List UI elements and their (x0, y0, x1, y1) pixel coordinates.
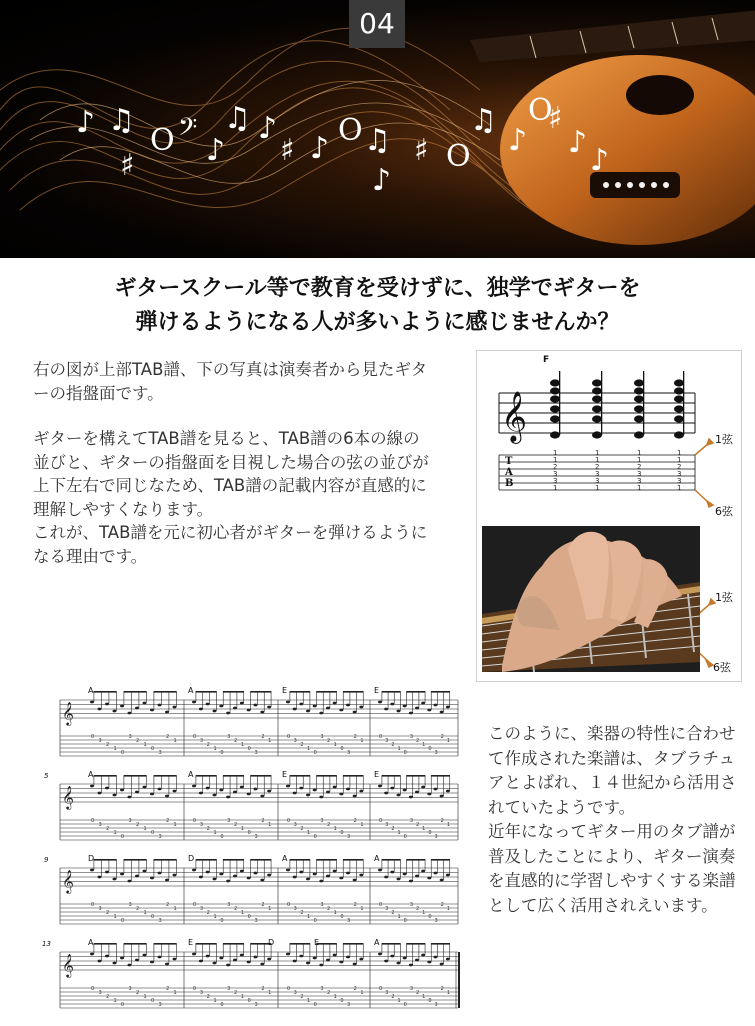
svg-text:2: 2 (416, 822, 420, 828)
headline-line-2: 弾けるようになる人が多いように感じませんか？ (135, 310, 620, 335)
svg-text:2: 2 (353, 818, 357, 824)
svg-text:3: 3 (293, 738, 297, 744)
svg-text:1: 1 (397, 746, 401, 752)
svg-text:0: 0 (313, 750, 317, 756)
svg-text:3: 3 (128, 818, 132, 824)
svg-text:2: 2 (416, 738, 420, 744)
svg-text:♯: ♯ (414, 133, 429, 168)
intro-paragraph-1: 右の図が上部TAB譜、下の写真は演奏者から見たギターの指盤面です。 (33, 360, 428, 403)
svg-text:2: 2 (106, 742, 110, 748)
svg-text:2: 2 (106, 826, 110, 832)
svg-text:0: 0 (193, 818, 197, 824)
svg-text:0: 0 (247, 914, 251, 920)
svg-text:3: 3 (385, 822, 389, 828)
svg-text:1: 1 (397, 998, 401, 1004)
svg-text:1: 1 (446, 990, 451, 996)
row1-chord-1: A (88, 686, 94, 695)
sheet-music-art (38, 682, 462, 1022)
svg-text:3: 3 (254, 750, 258, 756)
svg-text:0: 0 (340, 746, 344, 752)
svg-text:0: 0 (379, 734, 383, 740)
svg-text:3: 3 (409, 734, 414, 740)
svg-text:♪: ♪ (310, 131, 330, 166)
svg-text:1: 1 (422, 742, 426, 748)
row1-chord-3: E (282, 686, 288, 695)
svg-text:♯: ♯ (120, 148, 135, 183)
svg-text:♫: ♫ (470, 103, 497, 138)
svg-text:3: 3 (98, 990, 102, 996)
svg-text:0: 0 (313, 918, 317, 924)
svg-text:1: 1 (360, 906, 364, 912)
svg-text:2: 2 (206, 910, 210, 916)
svg-text:O: O (338, 113, 363, 148)
svg-text:3: 3 (320, 734, 324, 740)
svg-text:2: 2 (353, 902, 357, 908)
svg-text:3: 3 (199, 990, 204, 996)
svg-text:♪: ♪ (568, 125, 588, 160)
svg-text:2: 2 (440, 902, 444, 908)
svg-text:0: 0 (340, 998, 344, 1004)
svg-text:1: 1 (446, 738, 451, 744)
svg-text:2: 2 (261, 734, 265, 740)
svg-text:0: 0 (340, 830, 344, 836)
tab-column-3: 1 1 2 3 3 1 (637, 449, 642, 492)
svg-text:3: 3 (128, 986, 132, 992)
svg-text:3: 3 (227, 986, 231, 992)
svg-text:0: 0 (428, 914, 432, 920)
svg-text:0: 0 (220, 834, 224, 840)
svg-text:2: 2 (234, 738, 238, 744)
svg-text:3: 3 (98, 822, 102, 828)
svg-text:1: 1 (268, 906, 272, 912)
svg-text:1: 1 (397, 914, 401, 920)
svg-text:0: 0 (151, 746, 155, 752)
closing-paragraph-2: 近年になってギター用のタブ譜が普及したことにより、ギター演奏を直感的に学習しやすくする楽譜として広く活用されえいます。 (488, 822, 736, 915)
row4-chord-1: A (88, 938, 94, 947)
page-number: 04 (349, 0, 405, 48)
svg-text:♪: ♪ (372, 163, 392, 198)
svg-text:♪: ♪ (258, 111, 278, 146)
svg-text:2: 2 (166, 818, 170, 824)
row4-chord-3: D (268, 938, 275, 947)
svg-text:1: 1 (268, 822, 272, 828)
tab-letter-t: T (505, 456, 513, 467)
svg-text:1: 1 (213, 998, 217, 1004)
svg-text:♯: ♯ (548, 101, 563, 136)
svg-text:2: 2 (440, 818, 444, 824)
svg-text:0: 0 (151, 998, 155, 1004)
svg-text:1: 1 (173, 990, 177, 996)
svg-text:1: 1 (422, 826, 426, 832)
svg-text:1: 1 (333, 742, 337, 748)
svg-text:3: 3 (385, 990, 389, 996)
svg-text:2: 2 (166, 734, 170, 740)
svg-text:0: 0 (220, 1002, 224, 1008)
svg-text:𝄞: 𝄞 (62, 701, 74, 725)
svg-text:2: 2 (300, 994, 304, 1000)
svg-text:3: 3 (320, 902, 324, 908)
svg-text:3: 3 (98, 906, 102, 912)
row4-chord-4: E (314, 938, 320, 947)
string-1-label-top: 1弦 (715, 433, 733, 446)
chord-name: F (543, 355, 550, 365)
svg-text:1: 1 (173, 906, 177, 912)
svg-text:1: 1 (446, 822, 451, 828)
svg-text:1: 1 (143, 826, 147, 832)
svg-text:3: 3 (320, 818, 324, 824)
row4-chord-5: A (374, 938, 380, 947)
svg-text:1: 1 (113, 998, 117, 1004)
tab-column-4: 1 1 2 3 3 1 (677, 449, 682, 492)
svg-text:2: 2 (353, 986, 357, 992)
svg-text:𝄞: 𝄞 (62, 785, 74, 809)
svg-text:0: 0 (287, 986, 291, 992)
svg-text:3: 3 (158, 918, 162, 924)
svg-text:0: 0 (428, 998, 432, 1004)
svg-text:2: 2 (300, 742, 304, 748)
svg-text:2: 2 (440, 986, 444, 992)
svg-text:2: 2 (391, 994, 395, 1000)
row2-chord-2: A (188, 770, 194, 779)
svg-text:0: 0 (247, 998, 251, 1004)
svg-text:1: 1 (143, 742, 147, 748)
svg-text:2: 2 (166, 902, 170, 908)
svg-text:3: 3 (158, 750, 162, 756)
svg-text:1: 1 (360, 990, 364, 996)
svg-text:3: 3 (347, 918, 351, 924)
svg-text:3: 3 (158, 834, 162, 840)
svg-text:3: 3 (199, 822, 204, 828)
svg-text:3: 3 (293, 822, 297, 828)
svg-text:2: 2 (136, 990, 140, 996)
tab-letter-b: B (505, 478, 514, 489)
string-6-label-top: 6弦 (715, 505, 733, 518)
row4-chord-2: E (188, 938, 194, 947)
svg-text:1: 1 (422, 910, 426, 916)
string-6-label-bottom: 6弦 (713, 661, 731, 674)
svg-text:0: 0 (121, 834, 125, 840)
svg-text:3: 3 (254, 918, 258, 924)
svg-text:0: 0 (193, 902, 197, 908)
headline (0, 272, 755, 340)
svg-text:3: 3 (293, 990, 297, 996)
row3-measure-number: 9 (44, 856, 49, 864)
string-1-label-bottom: 1弦 (715, 591, 733, 604)
svg-text:3: 3 (434, 834, 438, 840)
svg-text:1: 1 (307, 830, 311, 836)
svg-text:2: 2 (327, 906, 331, 912)
svg-text:2: 2 (261, 986, 265, 992)
svg-text:3: 3 (385, 738, 389, 744)
svg-text:1: 1 (213, 830, 217, 836)
svg-text:3: 3 (347, 834, 351, 840)
svg-text:0: 0 (247, 746, 251, 752)
svg-text:1: 1 (143, 994, 147, 1000)
closing-paragraph-1: このように、楽器の特性に合わせて作成された楽譜は、タブラチュアとよばれ、１４世紀から活用されていたようです。 (488, 724, 737, 817)
svg-text:0: 0 (428, 746, 432, 752)
row3-chord-2: D (188, 854, 195, 863)
svg-text:0: 0 (91, 734, 95, 740)
svg-text:2: 2 (391, 742, 395, 748)
svg-text:1: 1 (446, 906, 451, 912)
row3-chord-4: A (374, 854, 380, 863)
svg-text:1: 1 (268, 738, 272, 744)
row2-chord-1: A (88, 770, 94, 779)
svg-text:2: 2 (136, 906, 140, 912)
svg-text:0: 0 (313, 1002, 317, 1008)
svg-text:2: 2 (234, 990, 238, 996)
svg-text:0: 0 (151, 914, 155, 920)
svg-text:𝄞: 𝄞 (62, 869, 74, 893)
row2-chord-3: E (282, 770, 288, 779)
row3-chord-3: A (282, 854, 288, 863)
svg-text:2: 2 (300, 826, 304, 832)
svg-text:1: 1 (333, 910, 337, 916)
svg-text:0: 0 (403, 834, 407, 840)
svg-text:1: 1 (143, 910, 147, 916)
tab-column-1: 1 1 2 3 3 1 (553, 449, 558, 492)
svg-text:0: 0 (428, 830, 432, 836)
headline-line-1: ギタースクール等で教育を受けずに、独学でギターを (114, 276, 641, 301)
svg-text:1: 1 (397, 830, 401, 836)
svg-text:2: 2 (136, 738, 140, 744)
svg-text:1: 1 (213, 914, 217, 920)
svg-text:1: 1 (240, 826, 245, 832)
svg-text:1: 1 (307, 746, 311, 752)
svg-text:3: 3 (254, 834, 258, 840)
svg-text:O: O (150, 123, 175, 158)
svg-text:3: 3 (227, 818, 231, 824)
svg-text:2: 2 (327, 822, 331, 828)
closing-text (488, 722, 740, 918)
svg-text:♪: ♪ (76, 105, 96, 140)
svg-text:0: 0 (379, 902, 383, 908)
svg-text:3: 3 (254, 1002, 258, 1008)
svg-text:3: 3 (409, 986, 414, 992)
svg-text:0: 0 (287, 818, 291, 824)
svg-text:1: 1 (173, 822, 177, 828)
svg-text:1: 1 (333, 826, 337, 832)
svg-text:2: 2 (327, 990, 331, 996)
svg-text:0: 0 (121, 1002, 125, 1008)
svg-text:0: 0 (220, 750, 224, 756)
svg-text:2: 2 (136, 822, 140, 828)
svg-text:2: 2 (416, 990, 420, 996)
intro-text (33, 358, 433, 590)
svg-text:1: 1 (113, 830, 117, 836)
svg-text:2: 2 (234, 906, 238, 912)
intro-paragraph-2: ギターを構えてTAB譜を見ると、TAB譜の6本の線の並びと、ギターの指盤面を目視した場合の弦の並びが上下左右で同じなため、TAB譜の記載内容が直感的に理解しやすくなります。 (33, 429, 429, 519)
svg-text:2: 2 (440, 734, 444, 740)
svg-text:0: 0 (220, 918, 224, 924)
svg-text:2: 2 (234, 822, 238, 828)
svg-text:1: 1 (173, 738, 177, 744)
svg-text:2: 2 (206, 742, 210, 748)
svg-text:1: 1 (307, 998, 311, 1004)
svg-text:1: 1 (307, 914, 311, 920)
svg-text:2: 2 (261, 902, 265, 908)
svg-text:2: 2 (206, 826, 210, 832)
svg-text:1: 1 (240, 910, 245, 916)
svg-text:3: 3 (434, 1002, 438, 1008)
svg-text:0: 0 (91, 902, 95, 908)
svg-text:3: 3 (347, 750, 351, 756)
intro-paragraph-3: これが、TAB譜を元に初心者がギターを弾けるようになる理由です。 (33, 523, 428, 566)
svg-text:0: 0 (151, 830, 155, 836)
svg-text:0: 0 (340, 914, 344, 920)
svg-text:2: 2 (106, 994, 110, 1000)
row4-measure-number: 13 (42, 940, 51, 948)
svg-text:3: 3 (320, 986, 324, 992)
svg-text:1: 1 (360, 738, 364, 744)
tab-column-2: 1 1 2 3 3 1 (595, 449, 600, 492)
svg-text:3: 3 (227, 902, 231, 908)
svg-text:2: 2 (353, 734, 357, 740)
svg-text:1: 1 (422, 994, 426, 1000)
row1-chord-4: E (374, 686, 380, 695)
svg-text:♫: ♫ (224, 101, 251, 136)
svg-text:♪: ♪ (590, 143, 610, 178)
svg-text:2: 2 (261, 818, 265, 824)
svg-text:O: O (446, 139, 471, 174)
svg-text:1: 1 (333, 994, 337, 1000)
svg-text:3: 3 (409, 818, 414, 824)
svg-text:0: 0 (379, 986, 383, 992)
svg-text:1: 1 (360, 822, 364, 828)
svg-text:3: 3 (128, 734, 132, 740)
svg-text:3: 3 (158, 1002, 162, 1008)
svg-text:♫: ♫ (108, 103, 135, 138)
svg-text:3: 3 (293, 906, 297, 912)
svg-text:0: 0 (121, 918, 125, 924)
sheet-music (38, 682, 462, 1022)
svg-text:0: 0 (91, 818, 95, 824)
svg-text:3: 3 (128, 902, 132, 908)
svg-text:1: 1 (113, 914, 117, 920)
svg-text:2: 2 (106, 910, 110, 916)
svg-text:2: 2 (327, 738, 331, 744)
row2-measure-number: 5 (44, 772, 49, 780)
svg-text:0: 0 (287, 902, 291, 908)
svg-text:0: 0 (121, 750, 125, 756)
svg-text:0: 0 (193, 986, 197, 992)
svg-text:O: O (528, 93, 553, 128)
svg-text:3: 3 (434, 750, 438, 756)
svg-text:3: 3 (347, 1002, 351, 1008)
row3-chord-1: D (88, 854, 95, 863)
svg-text:2: 2 (391, 826, 395, 832)
svg-text:2: 2 (300, 910, 304, 916)
svg-text:2: 2 (166, 986, 170, 992)
svg-text:3: 3 (199, 738, 204, 744)
svg-text:0: 0 (193, 734, 197, 740)
svg-text:1: 1 (268, 990, 272, 996)
svg-text:3: 3 (385, 906, 389, 912)
svg-text:3: 3 (227, 734, 231, 740)
svg-text:1: 1 (240, 742, 245, 748)
row2-chord-4: E (374, 770, 380, 779)
hero-image (0, 0, 755, 258)
svg-text:0: 0 (247, 830, 251, 836)
svg-text:3: 3 (199, 906, 204, 912)
svg-text:2: 2 (416, 906, 420, 912)
svg-text:0: 0 (91, 986, 95, 992)
svg-text:1: 1 (113, 746, 117, 752)
svg-text:0: 0 (403, 750, 407, 756)
svg-text:0: 0 (403, 1002, 407, 1008)
svg-text:3: 3 (434, 918, 438, 924)
svg-text:1: 1 (240, 994, 245, 1000)
svg-text:1: 1 (213, 746, 217, 752)
treble-clef-icon: 𝄞 (501, 391, 528, 442)
svg-text:♫: ♫ (364, 123, 391, 158)
svg-text:2: 2 (391, 910, 395, 916)
svg-text:0: 0 (403, 918, 407, 924)
svg-text:0: 0 (313, 834, 317, 840)
svg-text:0: 0 (379, 818, 383, 824)
svg-text:♪: ♪ (206, 133, 226, 168)
fretboard-art (482, 526, 700, 672)
svg-text:0: 0 (287, 734, 291, 740)
row1-chord-2: A (188, 686, 194, 695)
svg-text:♯: ♯ (280, 133, 295, 168)
svg-text:3: 3 (98, 738, 102, 744)
svg-text:𝄞: 𝄞 (62, 953, 74, 977)
svg-text:♪: ♪ (508, 123, 528, 158)
svg-text:2: 2 (206, 994, 210, 1000)
svg-text:𝄢: 𝄢 (178, 113, 198, 148)
tab-letter-a: A (505, 467, 513, 478)
fretboard-photo (482, 526, 700, 672)
svg-text:3: 3 (409, 902, 414, 908)
